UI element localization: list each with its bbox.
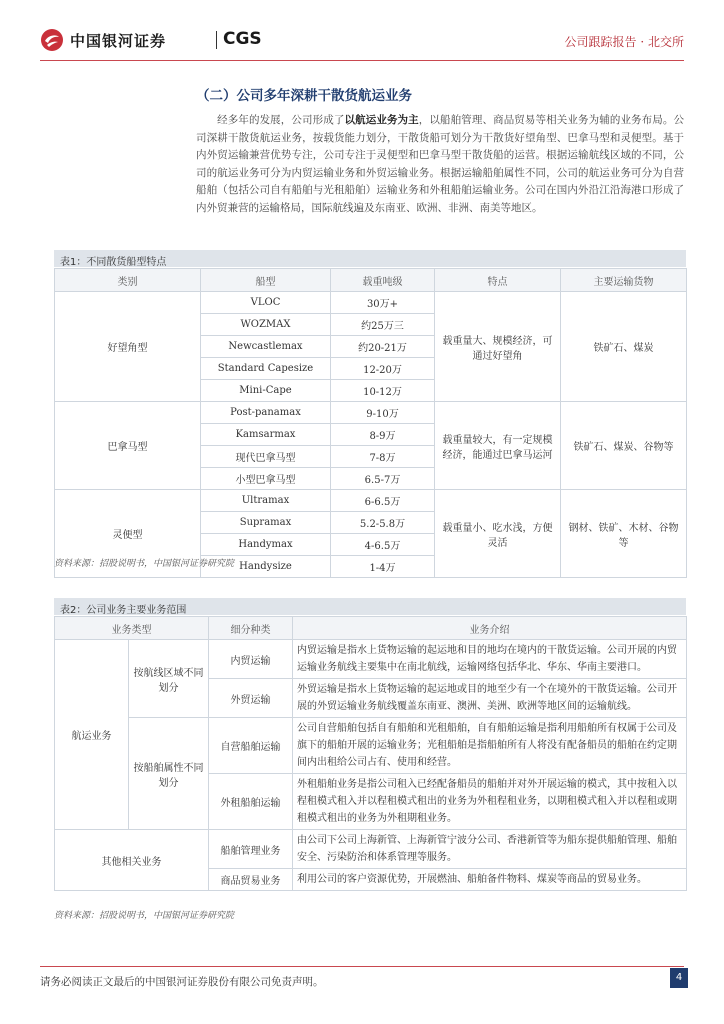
vessel-type-cell: Standard Capesize bbox=[201, 358, 331, 380]
category-cell: 灵便型 bbox=[55, 490, 201, 578]
table2-caption: 表2：公司业务主要业务范围 bbox=[54, 598, 686, 615]
category-cell: 巴拿马型 bbox=[55, 402, 201, 490]
page-number: 4 bbox=[670, 968, 688, 988]
col-header: 类别 bbox=[55, 269, 201, 292]
cargo-cell: 铁矿石、煤炭 bbox=[561, 292, 687, 402]
classification-cell: 按船舶属性不同划分 bbox=[129, 718, 209, 830]
vessel-type-cell: 小型巴拿马型 bbox=[201, 468, 331, 490]
sub-type-cell: 商品贸易业务 bbox=[209, 869, 293, 891]
page-header bbox=[40, 26, 684, 58]
table-header-row bbox=[55, 617, 687, 640]
classification-cell: 按航线区域不同划分 bbox=[129, 640, 209, 718]
col-header: 特点 bbox=[435, 269, 561, 292]
vessel-type-cell: VLOC bbox=[201, 292, 331, 314]
feature-cell: 载重量较大，有一定规模经济，能通过巴拿马运河 bbox=[435, 402, 561, 490]
business-scope-table bbox=[54, 616, 687, 891]
vessel-type-cell: WOZMAX bbox=[201, 314, 331, 336]
dwt-cell: 4-6.5万 bbox=[331, 534, 435, 556]
dwt-cell: 12-20万 bbox=[331, 358, 435, 380]
description-cell: 由公司下公司上海新管、上海新管宁波分公司、香港新管等为船东提供船舶管理、船舶安全、污染防治和体系管理等服务。 bbox=[293, 830, 687, 869]
footer-divider bbox=[40, 966, 684, 967]
vessel-type-cell: Newcastlemax bbox=[201, 336, 331, 358]
dwt-cell: 约25万三 bbox=[331, 314, 435, 336]
table-header-row bbox=[55, 269, 687, 292]
table1-source: 资料来源：招股说明书，中国银河证券研究院 bbox=[54, 559, 235, 569]
sub-type-cell: 外租船舶运输 bbox=[209, 774, 293, 830]
dwt-cell: 5.2-5.8万 bbox=[331, 512, 435, 534]
table2-source: 资料来源：招股说明书，中国银河证券研究院 bbox=[54, 911, 235, 921]
feature-cell: 载重量大、规模经济，可通过好望角 bbox=[435, 292, 561, 402]
vessel-type-cell: 现代巴拿马型 bbox=[201, 446, 331, 468]
dwt-cell: 7-8万 bbox=[331, 446, 435, 468]
table1-caption: 表1：不同散货船型特点 bbox=[54, 250, 686, 267]
paragraph-text-1: 经多年的发展，公司形成了 bbox=[217, 114, 345, 126]
table-row bbox=[55, 640, 687, 679]
table-row bbox=[55, 830, 687, 869]
header-divider bbox=[40, 60, 684, 61]
table-row bbox=[55, 718, 687, 774]
vessel-type-cell: Handysize bbox=[201, 556, 331, 578]
dwt-cell: 8-9万 bbox=[331, 424, 435, 446]
vessel-type-cell: Kamsarmax bbox=[201, 424, 331, 446]
description-cell: 外租船舶业务是指公司租入已经配备船员的船舶并对外开展运输的模式，其中按租入以程租模式租入并以程租模式租出的业务为外租程租业务，以期租模式租入并以程租或期租模式租出的业务为外租期租业务。 bbox=[293, 774, 687, 830]
sub-type-cell: 自营船舶运输 bbox=[209, 718, 293, 774]
vessel-type-cell: Mini-Cape bbox=[201, 380, 331, 402]
paragraph-emphasis: 以航运业务为主 bbox=[344, 114, 419, 126]
vessel-type-cell: Ultramax bbox=[201, 490, 331, 512]
col-header: 载重吨级 bbox=[331, 269, 435, 292]
vessel-type-table bbox=[54, 268, 687, 578]
vessel-type-cell: Post-panamax bbox=[201, 402, 331, 424]
category-cell: 好望角型 bbox=[55, 292, 201, 402]
dwt-cell: 6.5-7万 bbox=[331, 468, 435, 490]
sub-type-cell: 船舶管理业务 bbox=[209, 830, 293, 869]
feature-cell: 载重量小、吃水浅，方便灵活 bbox=[435, 490, 561, 578]
table-row bbox=[55, 402, 687, 424]
col-header: 船型 bbox=[201, 269, 331, 292]
sub-type-cell: 外贸运输 bbox=[209, 679, 293, 718]
description-cell: 利用公司的客户资源优势，开展燃油、船舶备件物料、煤炭等商品的贸易业务。 bbox=[293, 869, 687, 891]
brand-name-cn: 中国银河证券 bbox=[70, 32, 167, 50]
vessel-type-cell: Handymax bbox=[201, 534, 331, 556]
main-category-cell: 其他相关业务 bbox=[55, 830, 209, 891]
description-cell: 外贸运输是指水上货物运输的起运地或目的地至少有一个在境外的干散货运输。公司开展的外贸运输业务航线覆盖东南亚、澳洲、美洲、欧洲等地区间的运输航线。 bbox=[293, 679, 687, 718]
body-paragraph bbox=[196, 112, 684, 218]
col-header: 主要运输货物 bbox=[561, 269, 687, 292]
cargo-cell: 铁矿石、煤炭、谷物等 bbox=[561, 402, 687, 490]
footer-disclaimer: 请务必阅读正文最后的中国银河证券股份有限公司免责声明。 bbox=[40, 976, 324, 988]
section-title: （二）公司多年深耕干散货航运业务 bbox=[196, 88, 412, 104]
dwt-cell: 1-4万 bbox=[331, 556, 435, 578]
brand-name-en: CGS bbox=[223, 29, 262, 49]
dwt-cell: 10-12万 bbox=[331, 380, 435, 402]
sub-type-cell: 内贸运输 bbox=[209, 640, 293, 679]
report-type: 公司跟踪报告 · 北交所 bbox=[564, 35, 684, 49]
brand-divider bbox=[216, 31, 217, 49]
paragraph-text-2: ，以船舶管理、商品贸易等相关业务为辅的业务布局。公司深耕干散货航运业务，按载货能力划分，干散货船可划分为干散货好望角型、巴拿马型和灵便型。基于内外贸运输兼营优势专注，公司专注于灵便型和巴拿马型干散货船的运营。根据运输航线区域的不同，公司的航运业务可分为内贸运输业务和外贸运输业务。根据运输船舶属性不同，公司的航运业务可分为自营船舶（包括公司自有船舶与光租船舶）运输业务和外租船舶运输业务。公司在国内外沿江沿海港口形成了内外贸兼营的运输格局，国际航线遍及东南亚、欧洲、非洲、南美等地区。 bbox=[196, 114, 685, 214]
table-row bbox=[55, 490, 687, 512]
main-category-cell: 航运业务 bbox=[55, 640, 129, 830]
dwt-cell: 约20-21万 bbox=[331, 336, 435, 358]
vessel-type-cell: Supramax bbox=[201, 512, 331, 534]
cargo-cell: 钢材、铁矿、木材、谷物等 bbox=[561, 490, 687, 578]
table-row bbox=[55, 292, 687, 314]
cgs-logo-icon bbox=[40, 28, 64, 52]
dwt-cell: 30万+ bbox=[331, 292, 435, 314]
description-cell: 公司自营船舶包括自有船舶和光租船舶，自有船舶运输是指利用船舶所有权属于公司及旗下的船舶开展的运输业务；光租船舶是指船舶所有人将没有配备船员的船舶在约定期间内出租给公司占有、使用和经营。 bbox=[293, 718, 687, 774]
description-cell: 内贸运输是指水上货物运输的起运地和目的地均在境内的干散货运输。公司开展的内贸运输业务航线主要集中在南北航线，运输网络包括华北、华东、华南主要港口。 bbox=[293, 640, 687, 679]
col-header: 业务介绍 bbox=[293, 617, 687, 640]
col-header: 细分种类 bbox=[209, 617, 293, 640]
dwt-cell: 9-10万 bbox=[331, 402, 435, 424]
dwt-cell: 6-6.5万 bbox=[331, 490, 435, 512]
col-header: 业务类型 bbox=[55, 617, 209, 640]
